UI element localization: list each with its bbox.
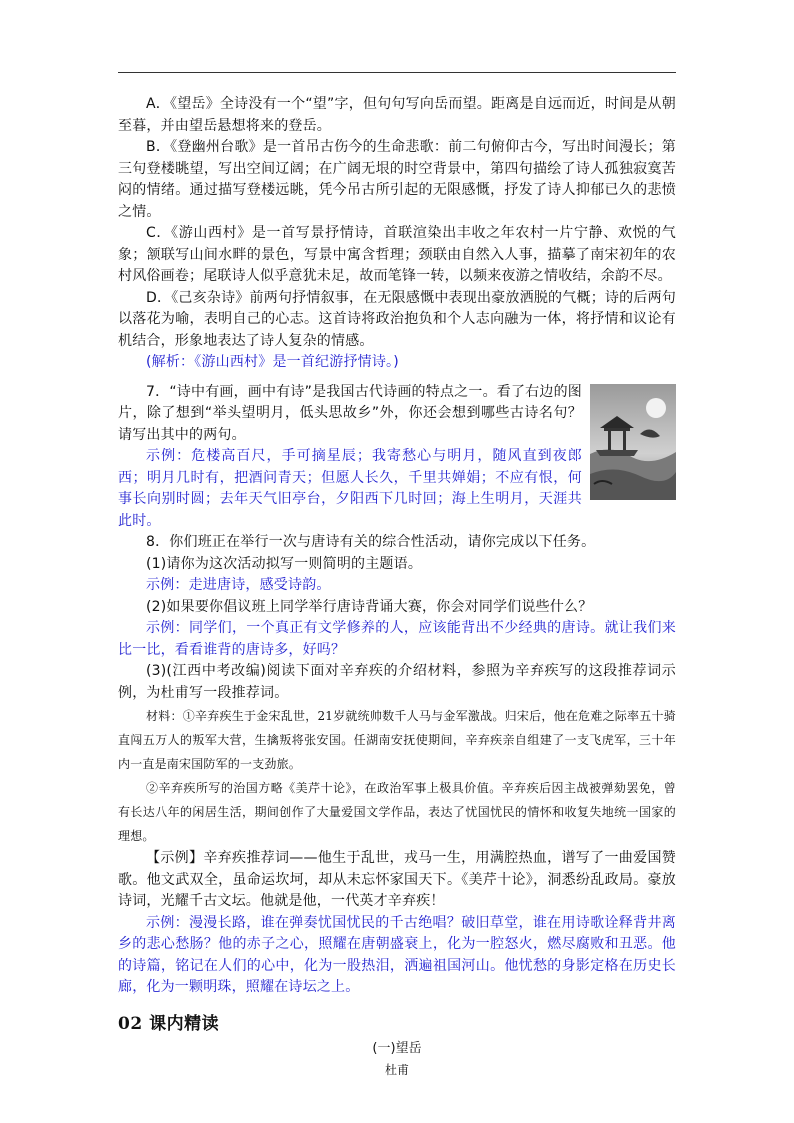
question-7-answer: 示例：危楼高百尺，手可摘星辰；我寄愁心与明月，随风直到夜郎西；明月几时有，把酒问青天；但愿人长久，千里共婵娟；不应有恨，何事长向别时圆；去年天气旧亭台，夕阳西下几时回；海上生明月，天涯共此时。 [118,448,582,529]
material-1: 材料：①辛弃疾生于金宋乱世，21岁就统帅数千人马与金军激战。归宋后，他在危难之际率五十骑直闯五万人的叛军大营，生擒叛将张安国。任湖南安抚使期间，辛弃疾亲自组建了一支飞虎军，三十年内一直是南宋国防军的一支劲旅。 [118,709,676,771]
header-rule [118,72,676,73]
question-8-3: (3)(江西中考改编)阅读下面对辛弃疾的介绍材料，参照为辛弃疾写的这段推荐词示例，为杜甫写一段推荐词。 [118,663,676,701]
question-8-1-answer: 示例：走进唐诗，感受诗韵。 [146,577,331,593]
analysis-note: (解析：《游山西村》是一首纪游抒情诗。) [146,354,399,370]
question-7-block [118,382,676,533]
question-8-2: (2)如果要你倡议班上同学举行唐诗背诵大赛，你会对同学们说些什么？ [146,598,593,615]
option-c: C．《游山西村》是一首写景抒情诗，首联渲染出丰收之年农村一片宁静、欢悦的气象；颔联写山间水畔的景色，写景中寓含哲理；颈联由自然入人事，描摹了南宋初年的农村风俗画卷；尾联诗人似乎意犹未足，故而笔锋一转，以频来夜游之情收结，余韵不尽。 [118,225,676,284]
option-d: D．《己亥杂诗》前两句抒情叙事，在无限感慨中表现出豪放洒脱的气概；诗的后两句以落花为喻，表明自己的心志。这首诗将政治抱负和个人志向融为一体，将抒情和议论有机结合，形象地表达了诗人复杂的情感。 [118,289,676,349]
option-b: B．《登幽州台歌》是一首吊古伤今的生命悲歌：前二句俯仰古今，写出时间漫长；第三句登楼眺望，写出空间辽阔；在广阔无垠的时空背景中，第四句描绘了诗人孤独寂寞苦闷的情绪。通过描写登楼远眺，凭今吊古所引起的无限感慨，抒发了诗人抑郁已久的悲愤之情。 [118,139,676,220]
question-7: 7．“诗中有画，画中有诗”是我国古代诗画的特点之一。看了右边的图片，除了想到“举头望明月，低头思故乡”外，你还会想到哪些古诗名句？请写出其中的两句。 [118,383,582,443]
recommendation-example: 【示例】辛弃疾推荐词——他生于乱世，戎马一生，用满腔热血，谱写了一曲爱国赞歌。他文武双全，虽命运坎坷，却从未忘怀家国天下。《美芹十论》，洞悉纷乱政局。豪放诗词，光耀千古文坛。他就是他，一代英才辛弃疾！ [118,850,676,909]
section-title: 02 课内精读 [118,1013,220,1034]
recommendation-answer: 示例：漫漫长路，谁在弹奏忧国忧民的千古绝唱？破旧草堂，谁在用诗歌诠释背井离乡的悲心愁肠？他的赤子之心，照耀在唐朝盛衰上，化为一腔怒火，燃尽腐败和丑恶。他的诗篇，铭记在人们的心中，化为一股热泪，洒遍祖国河山。他忧愁的身影定格在历史长廊，化为一颗明珠，照耀在诗坛之上。 [118,914,676,995]
question-8-1: (1)请你为这次活动拟写一则简明的主题语。 [146,555,423,572]
poem-title: (一)望岳 [372,1040,422,1056]
page-content [118,94,676,1080]
moon-pavilion-illustration [590,384,676,500]
option-a: A．《望岳》全诗没有一个“望”字，但句句写向岳而望。距离是自远而近，时间是从朝至暮，并由望岳悬想将来的登岳。 [118,96,676,134]
question-8-2-answer: 示例：同学们，一个真正有文学修养的人，应该能背出不少经典的唐诗。就让我们来比一比，看看谁背的唐诗多，好吗？ [118,620,676,658]
question-8: 8．你们班正在举行一次与唐诗有关的综合性活动，请你完成以下任务。 [146,534,596,550]
material-2: ②辛弃疾所写的治国方略《美芹十论》，在政治军事上极具价值。辛弃疾后因主战被弹劾罢免，曾有长达八年的闲居生活，期间创作了大量爱国文学作品，表达了忧国忧民的情怀和收复失地统一国家的理想。 [118,781,676,843]
poem-author: 杜甫 [384,1062,409,1077]
